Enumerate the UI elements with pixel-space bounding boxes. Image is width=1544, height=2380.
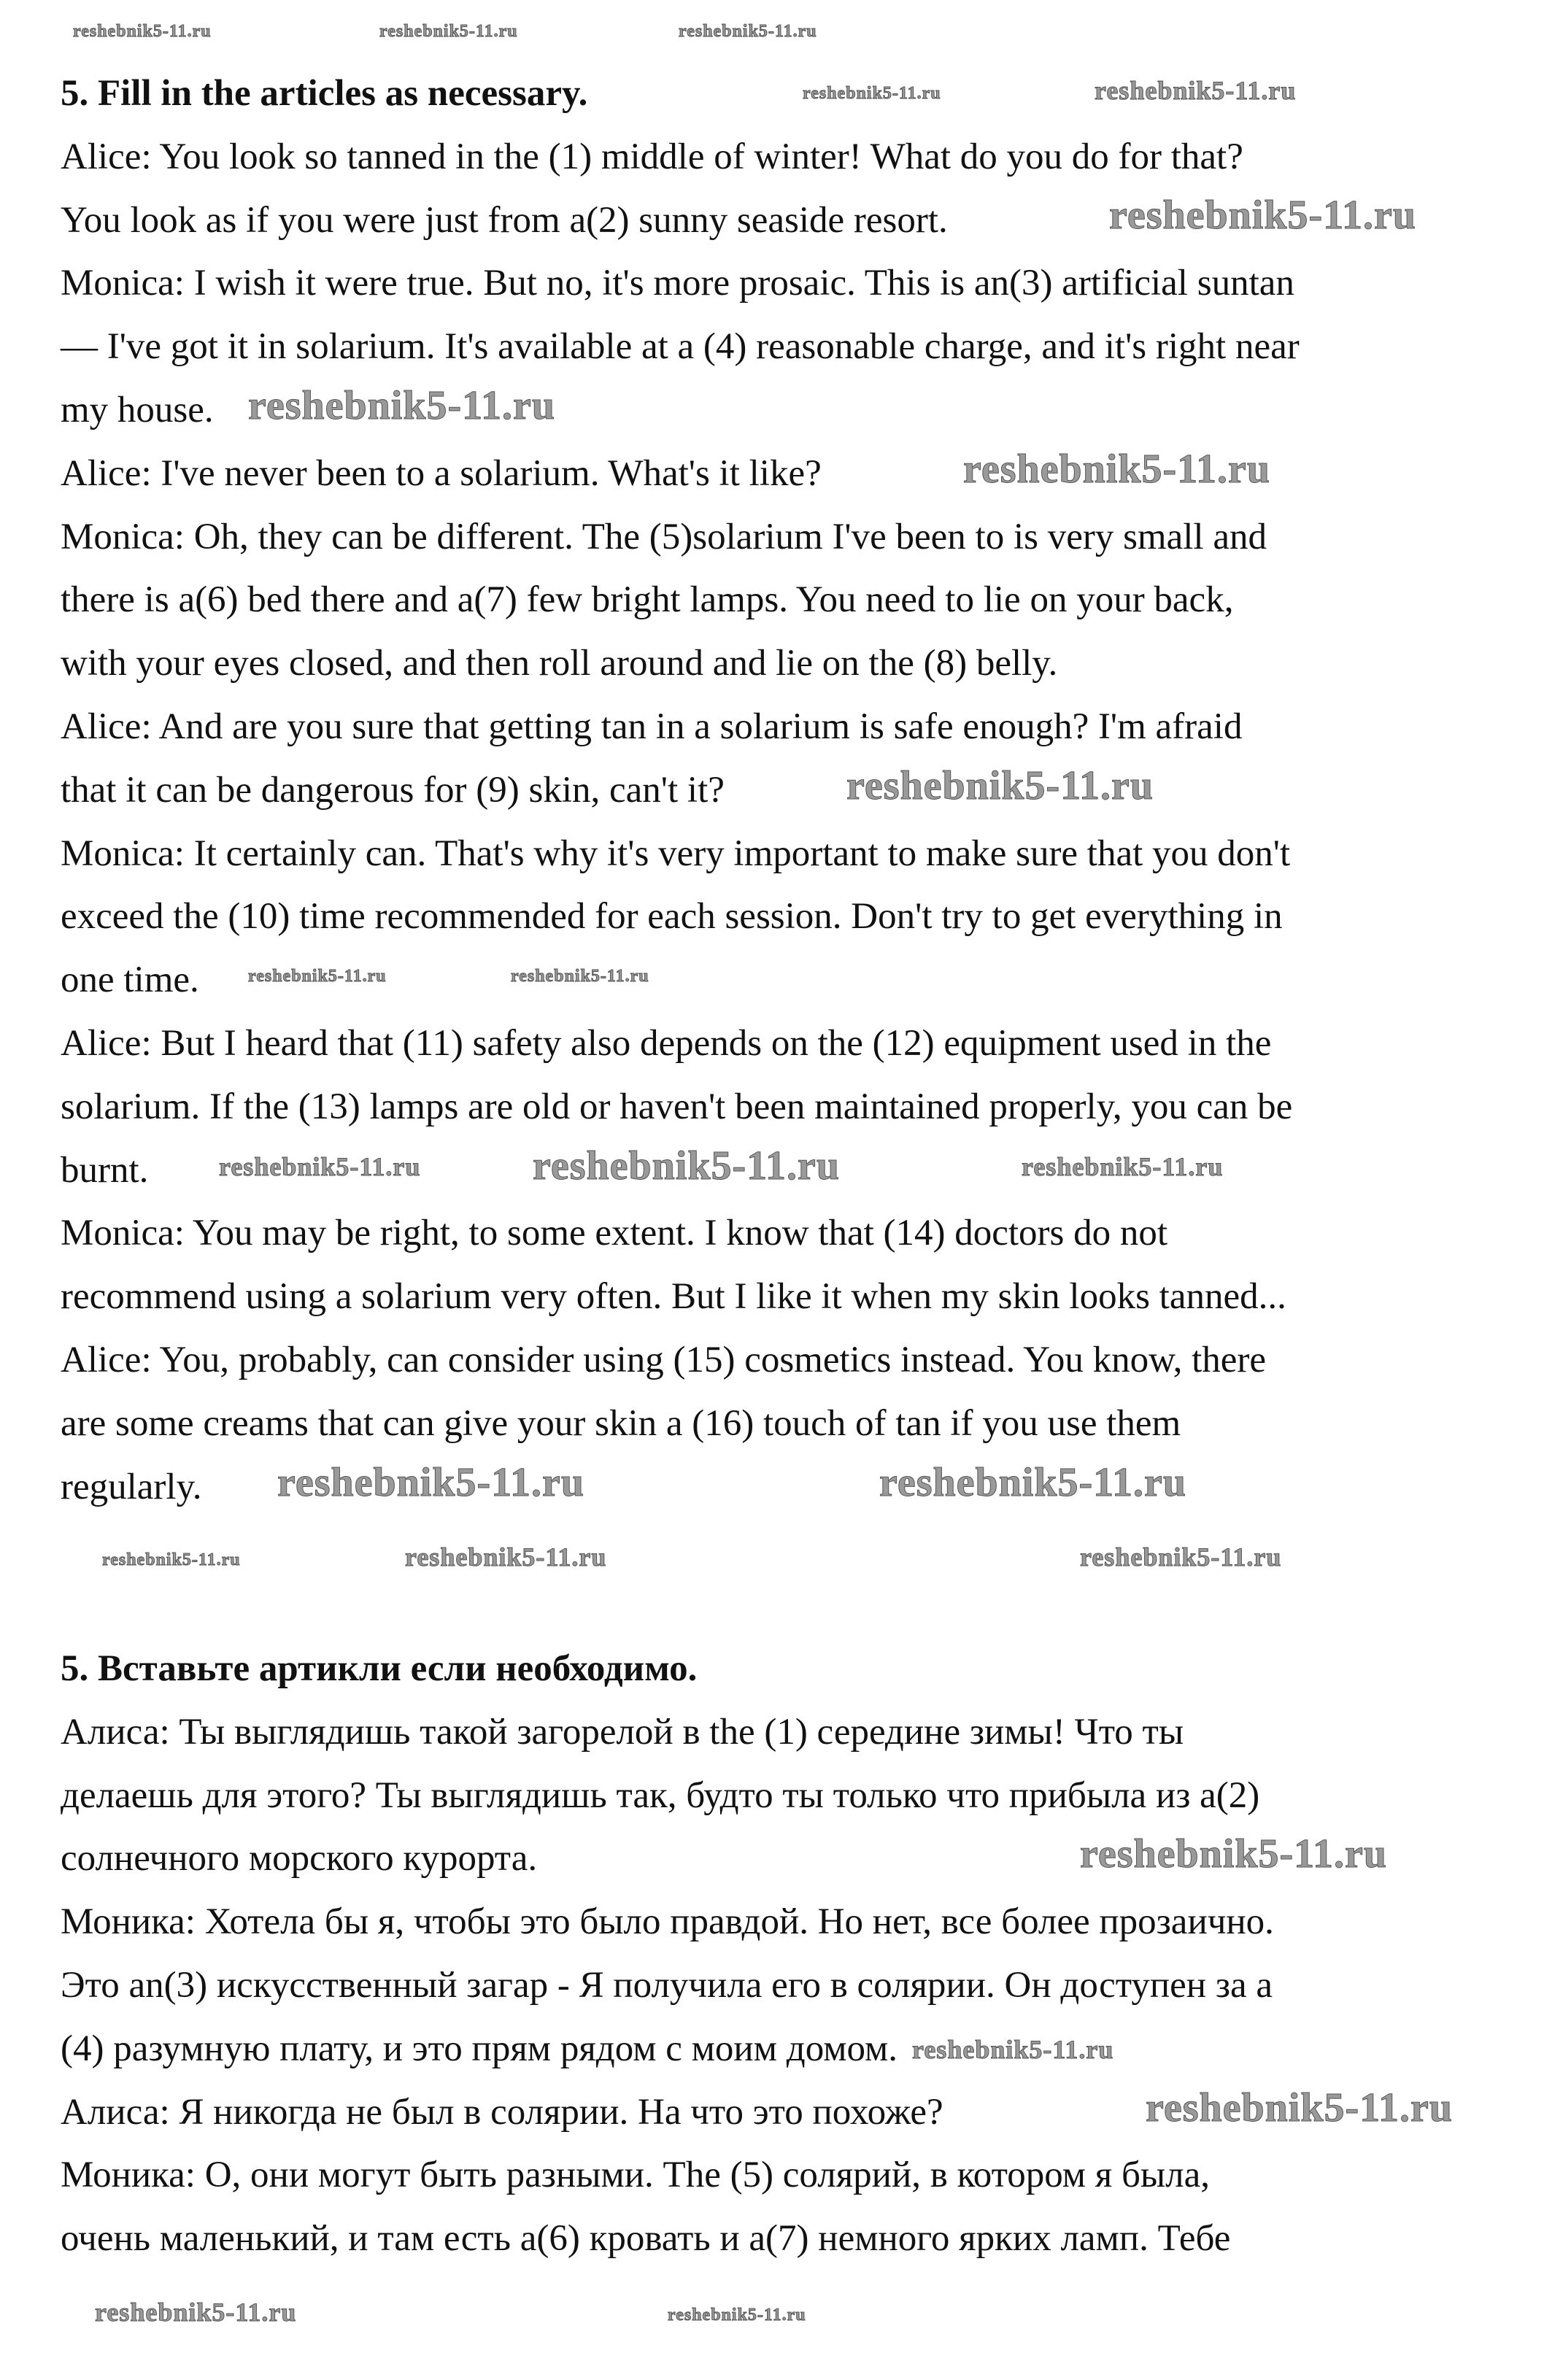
watermark: reshebnik5-11.ru	[1095, 76, 1297, 105]
text-line: Моника: Хотела бы я, чтобы это было правдой. Но нет, все более прозаично.	[61, 1901, 1274, 1943]
watermark: reshebnik5-11.ru	[533, 1143, 841, 1189]
watermark: reshebnik5-11.ru	[1146, 2085, 1454, 2130]
watermark: reshebnik5-11.ru	[963, 447, 1271, 492]
text-line: Monica: It certainly can. That's why it's very important to make sure that you don't	[61, 832, 1291, 874]
watermark: reshebnik5-11.ru	[679, 22, 817, 41]
text-line: Monica: I wish it were true. But no, it's more prosaic. This is an(3) artificial suntan	[61, 263, 1294, 304]
watermark: reshebnik5-11.ru	[668, 2306, 806, 2325]
text-line: Alice: And are you sure that getting tan in a solarium is safe enough? I'm afraid	[61, 706, 1243, 747]
text-line: Алиса: Я никогда не был в солярии. На что это похоже?	[61, 2091, 943, 2133]
watermark: reshebnik5-11.ru	[248, 383, 556, 428]
watermark: reshebnik5-11.ru	[912, 2035, 1114, 2064]
watermark: reshebnik5-11.ru	[1080, 1831, 1388, 1877]
text-line: очень маленький, и там есть a(6) кровать и a(7) немного ярких ламп. Тебе	[61, 2218, 1231, 2260]
watermark: reshebnik5-11.ru	[95, 2298, 297, 2327]
text-line: Alice: I've never been to a solarium. What's it like?	[61, 452, 822, 494]
watermark: reshebnik5-11.ru	[846, 763, 1154, 808]
text-line: solarium. If the (13) lamps are old or haven't been maintained properly, you can be	[61, 1086, 1293, 1127]
watermark: reshebnik5-11.ru	[248, 967, 387, 986]
watermark: reshebnik5-11.ru	[1080, 1542, 1282, 1572]
text-line: Моника: О, они могут быть разными. The (5) солярий, в котором я была,	[61, 2155, 1211, 2196]
exercise-title-ru: 5. Вставьте артикли если необходимо.	[61, 1648, 698, 1689]
watermark: reshebnik5-11.ru	[1109, 193, 1417, 238]
watermark: reshebnik5-11.ru	[219, 1152, 421, 1181]
english-exercise	[61, 62, 1520, 1518]
text-line: делаешь для этого? Ты выглядишь так, будто ты только что прибыла из a(2)	[61, 1774, 1260, 1816]
text-line: — I've got it in solarium. It's available at a (4) reasonable charge, and it's right near	[61, 326, 1300, 368]
text-line: there is a(6) bed there and a(7) few bright lamps. You need to lie on your back,	[61, 579, 1234, 621]
text-line: are some creams that can give your skin a (16) touch of tan if you use them	[61, 1402, 1181, 1444]
text-line: Alice: You, probably, can consider using (15) cosmetics instead. You know, there	[61, 1339, 1267, 1380]
text-line: regularly.	[61, 1466, 202, 1507]
text-line: Alice: You look so tanned in the (1) middle of winter! What do you do for that?	[61, 136, 1243, 177]
text-line: burnt.	[61, 1149, 149, 1191]
watermark: reshebnik5-11.ru	[102, 1550, 241, 1569]
exercise-title: 5. Fill in the articles as necessary.	[61, 73, 588, 114]
text-line: You look as if you were just from a(2) sunny seaside resort.	[61, 199, 948, 241]
watermark: reshebnik5-11.ru	[405, 1542, 607, 1572]
text-line: exceed the (10) time recommended for each session. Don't try to get everything in	[61, 896, 1283, 938]
watermark: reshebnik5-11.ru	[73, 22, 212, 41]
watermark: reshebnik5-11.ru	[879, 1460, 1187, 1505]
watermark: reshebnik5-11.ru	[1022, 1152, 1224, 1181]
watermark: reshebnik5-11.ru	[379, 22, 518, 41]
text-line: (4) разумную плату, и это прям рядом с моим домом.	[61, 2028, 898, 2069]
text-line: Monica: Oh, they can be different. The (5)solarium I've been to is very small and	[61, 516, 1267, 557]
text-line: my house.	[61, 389, 214, 430]
text-line: Monica: You may be right, to some extent. I know that (14) doctors do not	[61, 1213, 1168, 1254]
text-line: солнечного морского курорта.	[61, 1838, 538, 1879]
watermark: reshebnik5-11.ru	[511, 967, 649, 986]
watermark: reshebnik5-11.ru	[803, 84, 941, 103]
text-line: with your eyes closed, and then roll around and lie on the (8) belly.	[61, 643, 1058, 684]
text-line: Алиса: Ты выглядишь такой загорелой в the (1) середине зимы! Что ты	[61, 1711, 1184, 1753]
text-line: one time.	[61, 959, 199, 1001]
text-line: recommend using a solarium very often. But I like it when my skin looks tanned...	[61, 1276, 1286, 1318]
text-line: that it can be dangerous for (9) skin, can't it?	[61, 769, 725, 811]
text-line: Alice: But I heard that (11) safety also depends on the (12) equipment used in the	[61, 1022, 1272, 1064]
russian-exercise	[61, 1637, 1520, 2271]
text-line: Это an(3) искусственный загар - Я получила его в солярии. Он доступен за a	[61, 1964, 1273, 2006]
watermark: reshebnik5-11.ru	[277, 1460, 585, 1505]
